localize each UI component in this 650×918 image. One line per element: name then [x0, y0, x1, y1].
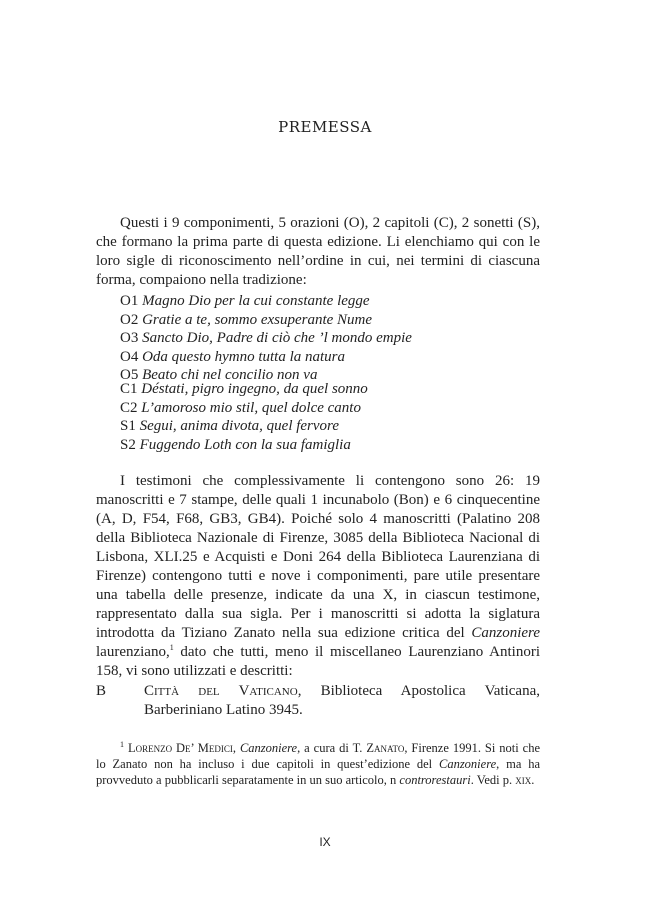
section-heading: PREMESSA	[278, 118, 372, 136]
list-item: C1 Déstati, pigro ingegno, da quel sonno	[120, 381, 368, 397]
capitoli-list	[120, 380, 368, 417]
siglum: B	[96, 683, 107, 699]
list-item: O1 Magno Dio per la cui constante legge	[120, 293, 370, 309]
list-item: C2 L’amoroso mio stil, quel dolce canto	[120, 399, 361, 416]
list-item: O3 Sancto Dio, Padre di ciò che ’l mondo empie	[120, 330, 412, 346]
sonetti-list	[120, 417, 351, 454]
footnote-reference[interactable]: 1	[169, 643, 174, 652]
orazioni-list	[120, 292, 412, 385]
page-number: IX	[319, 835, 331, 849]
intro-paragraph: Questi i 9 componimenti, 5 orazioni (O), 2 capitoli (C), 2 sonetti (S), che formano la prima parte di questa edizione. Li elenchiamo qui con le loro sigle di riconoscimento nell’ordine in cui, nei termini di ciascuna forma, compaiono nella tradizione:	[96, 215, 540, 288]
list-item: S2 Fuggendo Loth con la sua famiglia	[120, 436, 351, 453]
list-item: S1 Segui, anima divota, quel fervore	[120, 418, 339, 434]
siglum-entry	[96, 682, 540, 720]
footnote: $^1$ Lorenzo De’ Medici, Canzoniere, a cura di T. Zanato, Firenze 1991. Si noti che lo Zanato non ha incluso i due capitoli in quest’edizione del Canzoniere, ma ha provveduto a pubblicarli separatamente in un suo articolo, n controrestauri. Vedi p. xix.	[96, 739, 541, 787]
list-item: O4 Oda questo hymno tutta la natura	[120, 348, 346, 365]
list-item: O5 Beato chi nel concilio non va	[120, 367, 318, 383]
list-item: O2 Gratie a te, sommo exsuperante Nume	[120, 311, 373, 328]
testimoni-paragraph: I testimoni che complessivamente li contengono sono 26: 19 manoscritti e 7 stampe, delle quali 1 incunabolo (Bon) e 6 cinquecentine (A, D, F54, F68, GB3, GB4). Poiché solo 4 manoscritti (Palatino 208 della Biblioteca Nazionale di Firenze, 3085 della Biblioteca Nacional di Lisbona, XLI.25 e Acquisti e Doni 264 della Biblioteca Laurenziana di Firenze) contengono tutti e nove i componimenti, pare utile presentare una tabella delle presenze, indicate da una X, in ciascun testimone, rappresentato dalla sua sigla. Per i manoscritti si adotta la siglatura introdotta da Tiziano Zanato nella sua edizione critica del Canzoniere laurenziano,$^1$ dato che tutti, meno il miscellaneo Laurenziano Antinori 158, vi sono utilizzati e descritti:	[96, 473, 540, 679]
siglum-description: Città del Vaticano, Biblioteca Apostolica Vaticana, Barberiniano Latino 3945.	[144, 683, 540, 718]
